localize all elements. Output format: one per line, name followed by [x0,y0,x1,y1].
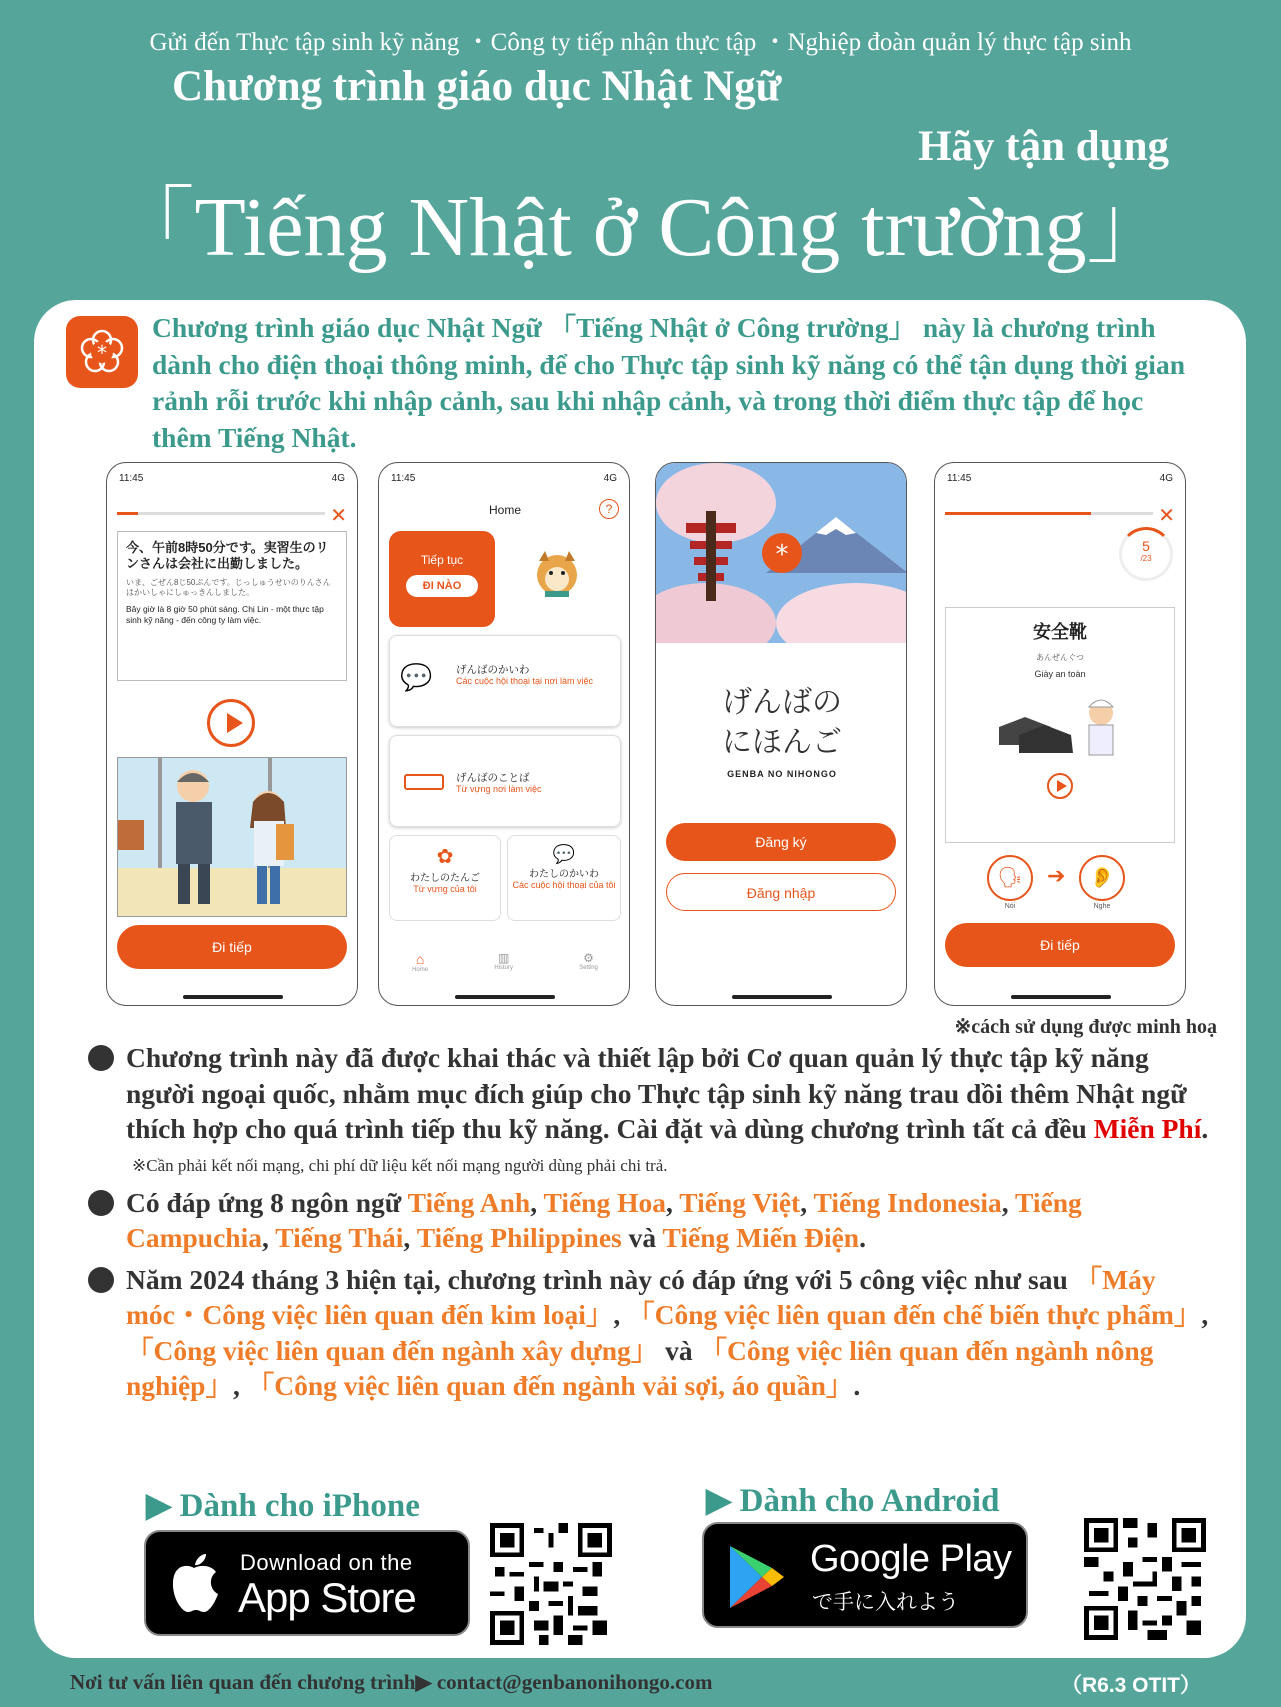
mount-fuji-pagoda-image [656,463,907,643]
intro-paragraph: Chương trình giáo dục Nhật Ngữ 「Tiếng Nhật ở Công trường」 này là chương trình dành cho điện thoại thông minh, để cho Thực tập sinh kỹ năng có thể tận dụng thời gian rảnh rỗi trước khi nhập cảnh, sau khi nhập cảnh, và trong thời điểm thực tập để học thêm Tiếng Nhật. [152,312,1185,453]
data-cost-note: ※Cần phải kết nối mạng, chi phí dữ liệu kết nối mạng người dùng phải chi trả. [132,1155,668,1175]
card-title-vi: Các cuộc hội thoại tại nơi làm việc [456,676,593,686]
status-time: 11:45 [119,473,144,484]
counter-total: /23 [1140,554,1152,563]
status-network: 4G [603,473,617,484]
free-highlight: Miễn Phí [1093,1113,1202,1144]
dog-mascot-icon [529,547,579,597]
nav-home[interactable]: ⌂ Home [412,951,429,973]
android-qr-code[interactable] [1084,1518,1206,1640]
feature-list [88,1040,1218,1404]
safety-boots-image [995,687,1125,769]
arrow-right-icon: ➔ [1047,863,1066,888]
job-item: 「Công việc liên quan đến ngành vải sợi, áo quần」 [246,1370,854,1401]
status-network: 4G [1159,473,1173,484]
vocab-word: 安全靴 [1033,622,1087,642]
iphone-qr-code[interactable] [490,1523,612,1645]
nav-setting[interactable]: ⚙ Setting [579,951,598,971]
dialogue-japanese: 今、午前8時50分です。実習生のリンさんは会社に出勤しました。 [126,540,329,571]
speak-icon[interactable]: 🗣 [987,855,1033,901]
phone-screenshot-login [655,462,907,1006]
language-item: Tiếng Việt [679,1186,801,1218]
vocab-meaning: Giày an toàn [1034,669,1086,679]
vocab-reading: あんぜんぐつ [1036,653,1084,662]
gear-icon: ⚙ [583,951,594,965]
card-title-vi: Từ vựng của tôi [413,884,477,894]
svg-text:*: * [97,341,107,365]
apple-icon [168,1552,220,1614]
iphone-heading: ▶ Dành cho iPhone [146,1488,420,1524]
dialogue-kana: いま、ごぜん8じ50ぷんです。じっしゅうせいのりんさんはかいしゃにしゅっきんしました。 [126,578,331,597]
bullet-free: Chương trình này đã được khai thác và thiết lập bởi Cơ quan quản lý thực tập kỹ năng người ngoại quốc, nhằm mục đích giúp cho Thực tập sinh kỹ năng trau dồi thêm Nhật ngữ thích hợp cho quá trình tiếp thu kỹ năng. Cài đặt và dùng chương trình tất cả đều Miễn Phí. [88,1040,1218,1147]
lesson-progress [117,512,325,515]
bullet-free-text: Chương trình này đã được khai thác và thiết lập bởi Cơ quan quản lý thực tập kỹ năng người ngoại quốc, nhằm mục đích giúp cho Thực tập sinh kỹ năng trau dồi thêm Nhật ngữ thích hợp cho quá trình tiếp thu kỹ năng. Cài đặt và dùng chương trình tất cả đều [126,1042,1187,1144]
chat-bubble-icon: 💬 [400,662,433,692]
status-network: 4G [331,473,345,484]
play-icon[interactable] [207,699,255,747]
close-icon[interactable]: ✕ [330,505,347,527]
next-button[interactable]: Đi tiếp [945,923,1175,967]
app-logo-text [656,683,907,763]
history-icon: ▥ [497,951,510,965]
home-indicator [455,995,555,999]
app-logo-icon [66,316,138,388]
home-indicator [732,995,832,999]
program-subtitle: Chương trình giáo dục Nhật Ngữ [172,63,782,110]
lesson-progress [945,512,1153,515]
home-indicator [183,995,283,999]
nav-history[interactable]: ▥ History [494,951,513,971]
play-icon[interactable] [1047,773,1073,799]
job-item: 「Công việc liên quan đến ngành xây dựng」 [126,1334,659,1366]
phone-screenshot-home [378,462,630,1006]
help-icon[interactable]: ? [599,499,619,519]
home-indicator [1011,995,1111,999]
google-play-big-text: Google Play [810,1538,1012,1580]
language-item: Tiếng Philippines [416,1222,622,1253]
logo-line-1: げんばの [722,686,842,719]
card-my-words[interactable] [389,835,501,921]
progress-counter [1119,527,1173,581]
card-title-jp: げんばのことば [456,772,530,784]
google-play-badge[interactable] [702,1522,1028,1628]
card-my-conversations[interactable] [507,835,621,921]
language-item: Tiếng Anh [407,1186,531,1218]
listen-label: Nghe [1093,903,1111,910]
contact-footer: Nơi tư vấn liên quan đến chương trình▶ contact@genbanonihongo.com [70,1670,713,1694]
app-store-badge[interactable] [144,1530,470,1636]
bullet-jobs: Năm 2024 tháng 3 hiện tại, chương trình này có đáp ứng với 5 công việc như sau 「Máy móc・Công việc liên quan đến kim loại」, 「Công việc liên quan đến chế biến thực phẩm」, 「Công việc liên quan đến ngành xây dựng」 và 「Công việc liên quan đến ngành nông nghiệp」, 「Công việc liên quan đến ngành vải sợi, áo quần」. [88,1262,1218,1404]
card-title-jp: わたしのたんご [410,873,480,884]
home-icon: ⌂ [415,951,425,967]
counter-current: 5 [1142,538,1150,554]
card-title-jp: げんばのかいわ [456,664,530,676]
dialogue-translation: Bây giờ là 8 giờ 50 phút sáng. Chị Lin - một thực tập sinh kỹ năng - đến công ty làm việc. [126,604,324,625]
use-it-subtitle: Hãy tận dụng [918,123,1169,170]
document-code: （R6.3 OTIT） [1060,1674,1201,1697]
screen-title: Home [488,503,521,517]
card-workplace-vocab[interactable] [389,735,621,827]
bottom-nav [379,951,630,973]
continue-card[interactable] [389,531,495,627]
audience-line: Gửi đến Thực tập sinh kỹ năng ・Công ty tiếp nhận thực tập ・Nghiệp đoàn quản lý thực tập sinh [149,29,1132,56]
status-time: 11:45 [391,473,416,484]
listen-icon[interactable]: 👂 [1079,855,1125,901]
android-heading: ▶ Dành cho Android [706,1483,1000,1519]
flower-icon: ✿ [436,846,454,868]
language-item: Tiếng Campuchia [126,1186,1082,1253]
illustration-caption: ※cách sử dụng được minh hoạ [954,1016,1217,1038]
phone-screenshot-conversation [106,462,358,1006]
phone-screenshot-vocab [934,462,1186,1006]
login-button[interactable]: Đăng nhập [666,873,896,911]
register-button[interactable]: Đăng ký [666,823,896,861]
chat-icon: 💬 [552,844,576,864]
bullet-languages: Có đáp ứng 8 ngôn ngữ Tiếng Anh, Tiếng Hoa, Tiếng Việt, Tiếng Indonesia, Tiếng Campuchia, Tiếng Thái, Tiếng Philippines và Tiếng Miến Điện. [88,1185,1218,1256]
language-item: Tiếng Miến Điện [662,1222,860,1253]
dialogue-box [117,531,347,681]
job-item: 「Máy móc・Công việc liên quan đến kim loại」 [126,1263,1156,1330]
go-button[interactable]: ĐI NÀO [406,575,478,597]
continue-label: Tiếp tục [420,553,464,567]
word-card-icon [404,774,444,790]
main-title: 「Tiếng Nhật ở Công trường」 [110,181,1171,274]
google-play-icon [726,1544,788,1610]
speak-label: Nói [1004,903,1016,910]
card-title-vi: Từ vựng nơi làm việc [456,784,542,794]
card-title-jp: わたしのかいわ [529,869,599,880]
job-item: 「Công việc liên quan đến ngành nông nghiệp」 [126,1334,1154,1401]
flashcard [945,607,1175,843]
close-icon[interactable]: ✕ [1158,505,1175,527]
language-item: Tiếng Indonesia [813,1186,1002,1218]
language-item: Tiếng Hoa [543,1186,666,1218]
logo-romaji: GENBA NO NIHONGO [727,769,837,779]
google-play-small-text: で手に入れよう [812,1591,959,1614]
status-time: 11:45 [947,473,972,484]
illustration-image [117,757,347,917]
next-button[interactable]: Đi tiếp [117,925,347,969]
app-store-small-text: Download on the [240,1550,413,1575]
card-title-vi: Các cuộc hội thoại của tôi [512,880,616,890]
logo-line-2: にほんご [722,726,842,759]
card-workplace-conversation[interactable] [389,635,621,727]
svg-text:*: * [775,540,789,570]
app-store-big-text: App Store [238,1574,416,1621]
job-item: 「Công việc liên quan đến chế biến thực phẩm」 [627,1299,1202,1330]
language-item: Tiếng Thái [275,1222,404,1253]
